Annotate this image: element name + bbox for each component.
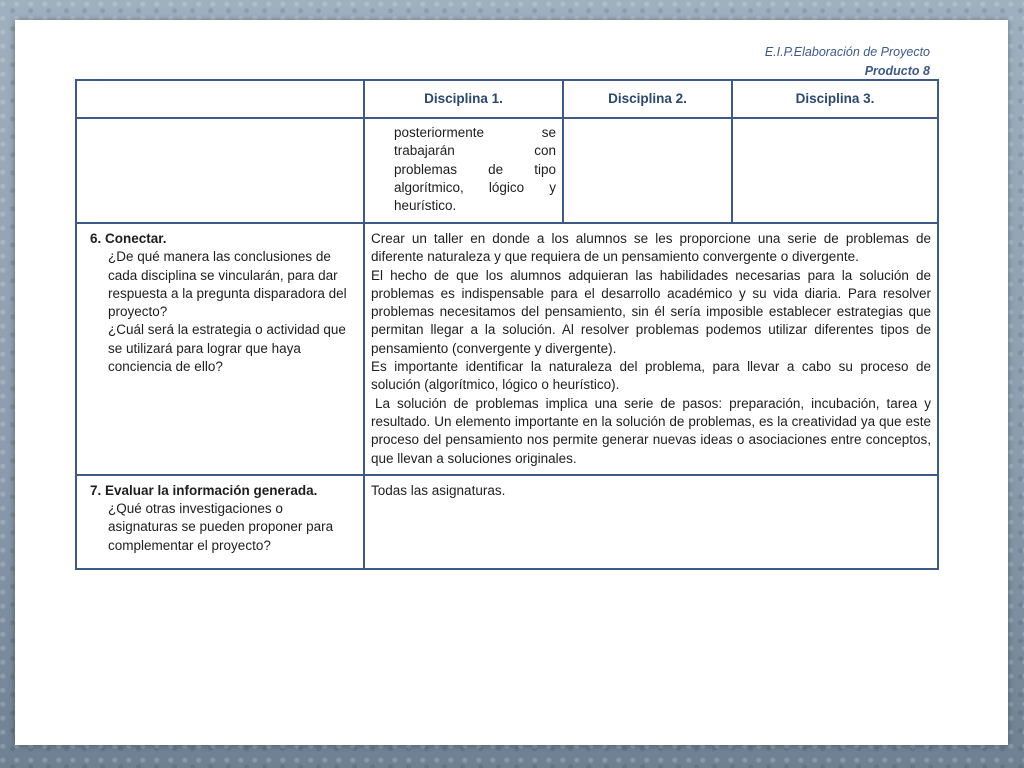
header-product-number: Producto 8 (864, 64, 930, 78)
column-header-disciplina-3: Disciplina 3. (732, 80, 938, 118)
word: tipo (534, 161, 556, 177)
table-row-7 (76, 475, 938, 569)
disciplina-2-cell (563, 118, 732, 223)
row-7-question: ¿Qué otras investigaciones o asignaturas se pueden proponer para complementar el proyecto? (108, 501, 334, 553)
disciplina-1-cell (364, 118, 563, 223)
word: lógico (488, 179, 525, 195)
row-7-answer: Todas las asignaturas. (371, 482, 506, 498)
word: posteriormente (394, 125, 485, 140)
column-header-disciplina-1: Disciplina 1. (364, 80, 563, 118)
column-header-disciplina-2: Disciplina 2. (563, 80, 732, 118)
table-row-6 (76, 223, 938, 475)
conectar-question-cell (76, 223, 364, 475)
row-6-question-2: ¿Cuál será la estrategia o actividad que se utilizará para lograr que haya conciencia de ello? (108, 322, 346, 375)
word: de (488, 161, 504, 177)
word: trabajarán (394, 143, 455, 159)
word: problemas (394, 161, 458, 177)
document-page (15, 20, 1008, 745)
text-line (394, 161, 556, 179)
word: algorítmico, (394, 179, 464, 195)
conectar-answer-cell (364, 223, 938, 475)
word: con (534, 143, 556, 159)
row-6-paragraph-1: Crear un taller en donde a los alumnos se les proporcione una serie de problemas de diferente naturaleza y que requiera de un pensamiento convergente o divergente. (371, 231, 931, 265)
header-project-title: E.I.P.Elaboración de Proyecto (764, 45, 930, 59)
evaluar-answer-cell (364, 475, 938, 569)
row-6-paragraph-2: El hecho de que los alumnos adquieran las habilidades necesarias para la solución de problemas es indispensable para el desarrollo académico y su vida diaria. Para resolver problemas necesitamos del pensamiento, sin él sería imposible establecer estrategias que permitan llegar a la solución. Al resolver problemas podemos utilizar diferentes tipos de pensamiento (convergente y divergente). (371, 267, 931, 356)
row-6-paragraph-3: Es importante identificar la naturaleza del problema, para llevar a cabo su proceso de solución (algorítmico, lógico o heurístico). (371, 359, 931, 393)
empty-cell (76, 118, 364, 223)
disciplina-3-cell (732, 118, 938, 223)
word: heurístico. (394, 198, 457, 214)
table-row-continuation (76, 118, 938, 223)
row-6-question-1: ¿De qué manera las conclusiones de cada disciplina se vincularán, para dar respuesta a la pregunta disparadora del proyecto? (108, 249, 347, 320)
word: se (541, 125, 556, 140)
row-7-title: 7. Evaluar la información generada. (90, 482, 318, 498)
column-header-empty (76, 80, 364, 118)
table-header-row (76, 80, 938, 118)
project-table (75, 79, 939, 570)
text-line (394, 197, 556, 215)
row-6-paragraph-4: La solución de problemas implica una serie de pasos: preparación, incubación, tarea y resultado. Un elemento importante en la solución de problemas, es la creatividad ya que este proceso del pensamiento nos permite generar nuevas ideas o asociaciones entre conceptos, que llevan a soluciones originales. (371, 395, 931, 466)
evaluar-question-cell (76, 475, 364, 569)
row-6-title: 6. Conectar. (90, 231, 167, 246)
word: y (549, 179, 556, 195)
text-line (394, 142, 556, 160)
text-line (394, 124, 556, 142)
text-line (394, 179, 556, 197)
